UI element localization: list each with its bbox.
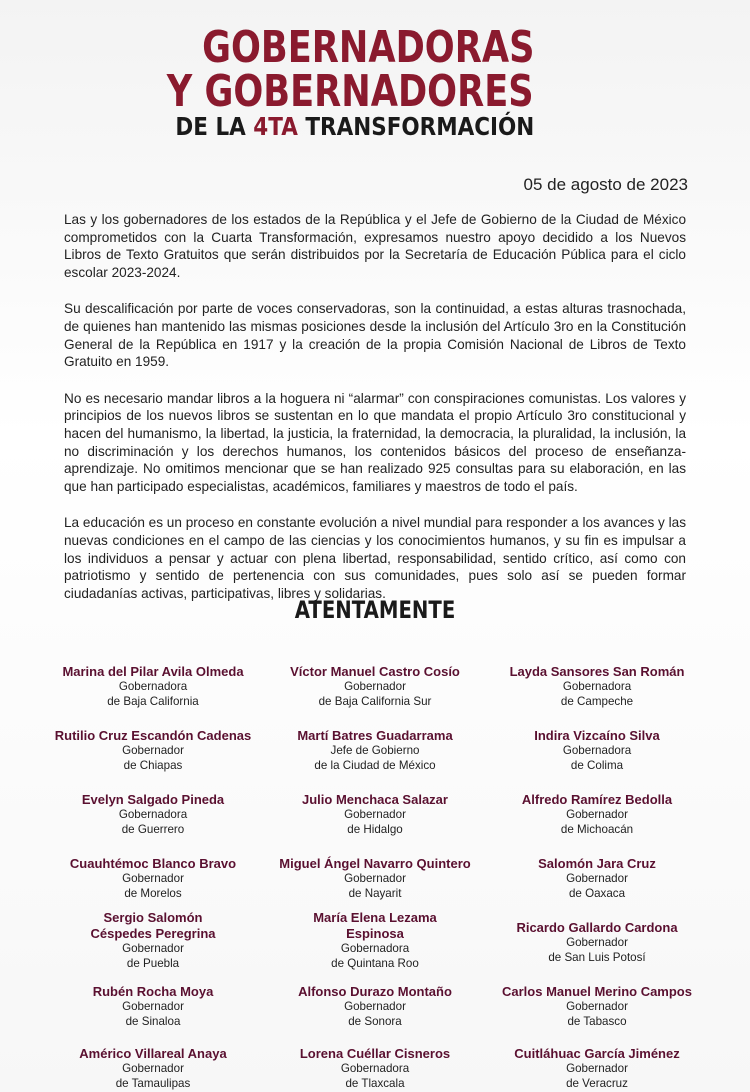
paragraph-3: No es necesario mandar libros a la hoguera ni “alarmar” con conspiraciones comunistas. Los valores y principios de los nuevos libros se sustentan en lo que mandata el propio Artículo 3ro constitucional y hacen del humanismo, la libertad, la justicia, la fraternidad, la democracia, la pluralidad, la inclusión, la no discriminación y los derechos humanos, los contenidos básicos del proceso de enseñanza-aprendizaje. No omitimos mencionar que se han realizado 925 consultas para su elaboración, en las que han participado especialistas, académicos, familiares y maestros de todo el país.: [64, 390, 686, 494]
signatory-state: de la Ciudad de México: [314, 758, 436, 772]
signatory-role: Gobernadora: [562, 744, 632, 757]
signatory-state: de Puebla: [126, 956, 180, 970]
signatory: [264, 728, 486, 773]
document-date: 05 de agosto de 2023: [523, 175, 688, 194]
signatory: [84, 910, 222, 971]
signatory-state: de Campeche: [560, 694, 634, 708]
signatory-state: de Tlaxcala: [345, 1076, 405, 1090]
signatory-state: de Quintana Roo: [331, 956, 419, 970]
signatory: [42, 856, 264, 901]
signatory: [42, 984, 264, 1029]
signatory: [42, 728, 264, 773]
signatory: [264, 984, 486, 1029]
signatory-role: Jefe de Gobierno: [330, 744, 420, 757]
signatory-name: Evelyn Salgado Pineda: [81, 792, 225, 807]
signatory-role: Gobernador: [122, 1062, 184, 1075]
signatory-role: Gobernadora: [118, 808, 188, 821]
signatory-role: Gobernadora: [118, 680, 188, 693]
signatory-role: Gobernador: [122, 744, 184, 757]
signatory: [486, 728, 708, 773]
signatory-state: de Sinaloa: [125, 1014, 181, 1028]
signatory-name: Alfredo Ramírez Bedolla: [521, 792, 673, 807]
signatory-state: de Nayarit: [348, 886, 402, 900]
title-line-1: GOBERNADORAS: [201, 22, 534, 73]
signatory: [264, 664, 486, 709]
signatory-role: Gobernador: [566, 1062, 628, 1075]
signatory-state: de Baja California Sur: [318, 694, 432, 708]
signatory-state: de Guerrero: [121, 822, 185, 836]
signatory-name: Sergio Salomón Céspedes Peregrina: [90, 910, 216, 941]
signatory-name: Julio Menchaca Salazar: [302, 792, 448, 807]
signatory-name: Víctor Manuel Castro Cosío: [290, 664, 460, 679]
signatory-state: de Baja California: [107, 694, 199, 708]
signatory-name: Ricardo Gallardo Cardona: [516, 920, 678, 935]
signatory-name: Lorena Cuéllar Cisneros: [299, 1046, 451, 1061]
signatory-name: Carlos Manuel Merino Campos: [502, 984, 692, 999]
signatory-role: Gobernador: [344, 680, 406, 693]
signatory-name: Rutilio Cruz Escandón Cadenas: [54, 728, 252, 743]
signatory: [486, 792, 708, 837]
signatory-state: de Sonora: [348, 1014, 402, 1028]
signatory-state: de Veracruz: [566, 1076, 628, 1090]
signatory: [42, 664, 264, 709]
signatory-name: Indira Vizcaíno Silva: [534, 728, 660, 743]
signatory-name: Rubén Rocha Moya: [92, 984, 214, 999]
signatory-role: Gobernador: [344, 872, 406, 885]
signatory: [486, 920, 708, 965]
signatory-role: Gobernador: [566, 936, 628, 949]
title-line-3: [175, 114, 534, 140]
title-line-3-suffix: TRANSFORMACIÓN: [297, 112, 534, 141]
signatory-role: Gobernador: [122, 872, 184, 885]
signatory-role: Gobernador: [122, 942, 184, 955]
signatory-state: de Colima: [570, 758, 624, 772]
signatory-role: Gobernador: [566, 1000, 628, 1013]
signatory: [264, 1046, 486, 1091]
paragraph-1: Las y los gobernadores de los estados de la República y el Jefe de Gobierno de la Ciudad de México comprometidos con la Cuarta Transformación, expresamos nuestro apoyo decidido a los Nuevos Libros de Texto Gratuitos que serán distribuidos por la Secretaría de Educación Pública para el ciclo escolar 2023-2024.: [64, 212, 686, 280]
signatory-state: de Oaxaca: [568, 886, 626, 900]
signatory: [486, 664, 708, 709]
letter-body: [64, 211, 686, 621]
signatory-name: Américo Villareal Anaya: [79, 1046, 227, 1061]
title-line-3-prefix: DE LA: [175, 112, 253, 141]
signatory-name: Cuauhtémoc Blanco Bravo: [69, 856, 237, 871]
signatory: [306, 910, 444, 971]
signatory-role: Gobernador: [122, 1000, 184, 1013]
title-line-2: Y GOBERNADORES: [167, 66, 534, 117]
signatory-name: Cuitláhuac García Jiménez: [514, 1046, 680, 1061]
signatory: [486, 1046, 708, 1091]
signatory-role: Gobernador: [344, 1000, 406, 1013]
signatory-role: Gobernador: [566, 808, 628, 821]
signatory-role: Gobernadora: [340, 1062, 410, 1075]
signatory-role: Gobernadora: [340, 942, 410, 955]
signatory: [264, 856, 486, 901]
signatory: [486, 984, 708, 1029]
signatory-name: Martí Batres Guadarrama: [297, 728, 453, 743]
signatory: [486, 856, 708, 901]
signatory-state: de Hidalgo: [347, 822, 403, 836]
paragraph-4: La educación es un proceso en constante evolución a nivel mundial para responder a los avances y las nuevas condiciones en el campo de las ciencias y los conocimientos humanos, y su fin es impulsar a los individuos a pensar y actuar con plena libertad, responsabilidad, sentido crítico, así como con patriotismo y sentido de pertenencia con sus comunidades, pues solo así se pueden formar ciudadanías activas, participativas, libres y solidarias.: [64, 515, 686, 601]
signatory: [42, 1046, 264, 1091]
signatory-name: Marina del Pilar Avila Olmeda: [62, 664, 244, 679]
signatory-name: María Elena Lezama Espinosa: [313, 910, 437, 941]
signatory: [264, 792, 486, 837]
signatory-role: Gobernador: [566, 872, 628, 885]
signatory-name: Layda Sansores San Román: [509, 664, 685, 679]
signatory-name: Salomón Jara Cruz: [538, 856, 656, 871]
signatory-state: de Chiapas: [123, 758, 183, 772]
signatory-state: de Tamaulipas: [115, 1076, 191, 1090]
signatory-role: Gobernador: [344, 808, 406, 821]
signatory-role: Gobernadora: [562, 680, 632, 693]
signatory-state: de Michoacán: [560, 822, 634, 836]
paragraph-2: Su descalificación por parte de voces conservadoras, son la continuidad, a estas alturas trasnochada, de quienes han mantenido las mismas posiciones desde la inclusión del Artículo 3ro en la Constitución General de la República en 1917 y la creación de la propia Comisión Nacional de Libros de Texto Gratuito en 1959.: [64, 301, 686, 370]
signatory-state: de San Luis Potosí: [548, 950, 646, 964]
title-line-3-highlight: 4TA: [252, 112, 298, 141]
signatory-state: de Tabasco: [567, 1014, 627, 1028]
signatory: [42, 792, 264, 837]
closing-heading: ATENTAMENTE: [294, 596, 456, 624]
signatory-state: de Morelos: [124, 886, 182, 900]
signatory-name: Alfonso Durazo Montaño: [298, 984, 452, 999]
signatory-name: Miguel Ángel Navarro Quintero: [279, 856, 471, 871]
